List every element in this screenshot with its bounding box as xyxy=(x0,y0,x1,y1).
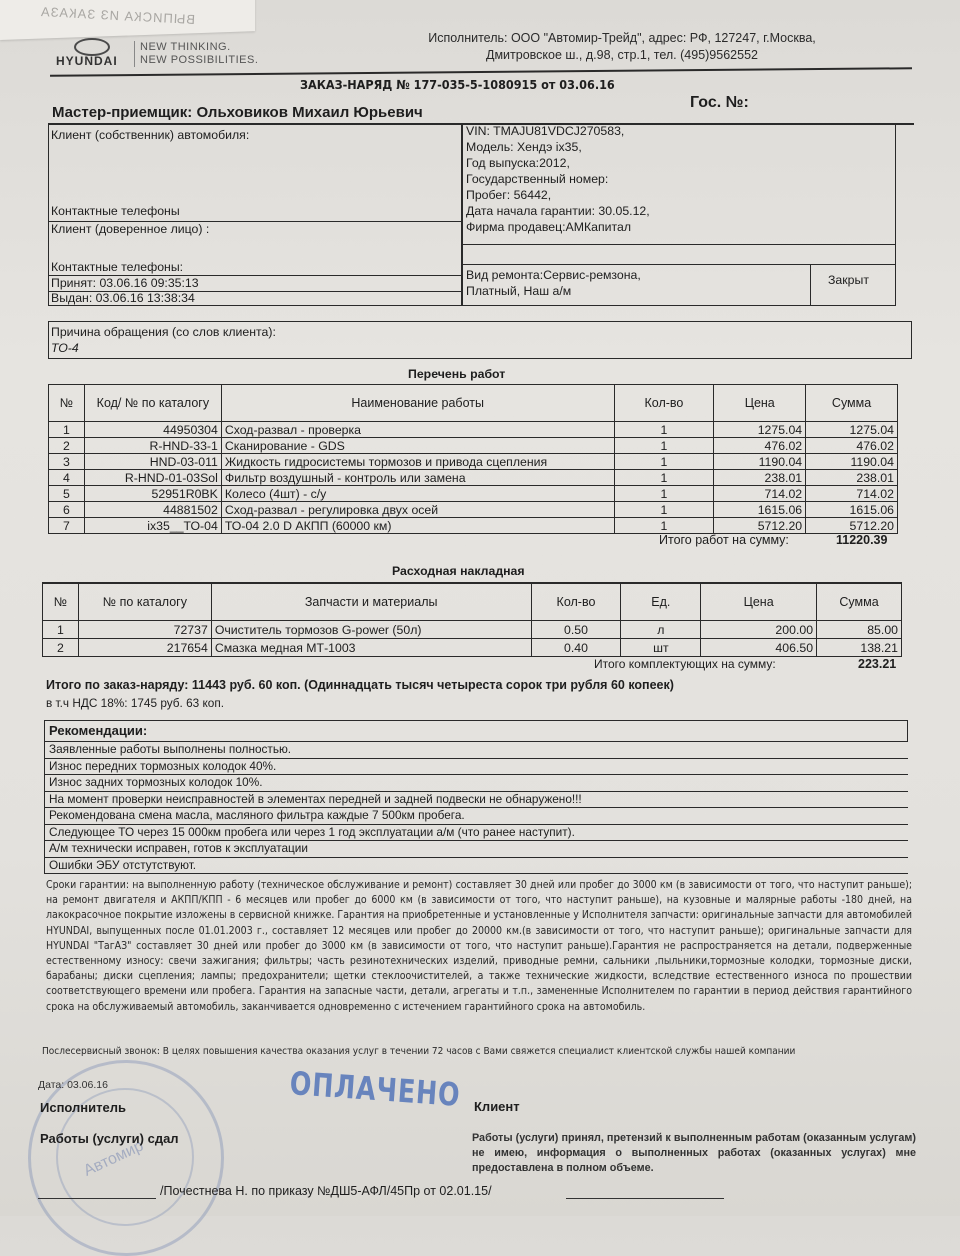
works-row xyxy=(49,486,898,502)
row-price: 714.02 xyxy=(714,486,806,502)
col-code: Код/ № по каталогу xyxy=(84,385,221,422)
row-work-name: ТО-04 2.0 D АКПП (60000 км) xyxy=(221,518,614,534)
row-number: 2 xyxy=(49,438,85,454)
issued-time: Выдан: 03.06.16 13:38:34 xyxy=(51,291,195,305)
col-sum: Сумма xyxy=(817,584,902,621)
recommendation-item: Ошибки ЭБУ отстутствуют. xyxy=(45,858,908,875)
row-price: 1275.04 xyxy=(714,422,806,438)
executor-label: Исполнитель xyxy=(40,1100,126,1115)
warranty-start: Дата начала гарантии: 30.05.12, xyxy=(466,204,650,218)
paid-stamp: ОПЛАЧЕНО xyxy=(288,1064,462,1114)
works-row xyxy=(49,502,898,518)
row-sum: 714.02 xyxy=(806,486,898,502)
service-advisor: Мастер-приемщик: Ольховиков Михаил Юрьевич xyxy=(52,104,423,121)
row-work-name: Фильтр воздушный - контроль или замена xyxy=(221,470,614,486)
mileage: Пробег: 56442, xyxy=(466,188,552,202)
row-code: 44881502 xyxy=(84,502,221,518)
proxy-phones-label: Контактные телефоны: xyxy=(51,260,184,274)
header-rule xyxy=(50,67,912,76)
recommendation-item: Следующее ТО через 15 000км пробега или через 1 год эксплуатации а/м (что ранее наступит). xyxy=(45,825,908,842)
row-sum: 476.02 xyxy=(806,438,898,454)
grand-total: Итого по заказ-наряду: 11443 руб. 60 коп. (Одиннадцать тысяч четыреста сорок три рубля 60 копеек) xyxy=(46,678,674,692)
parts-table xyxy=(42,583,902,657)
client-block xyxy=(48,124,462,306)
works-table xyxy=(48,384,898,534)
row-qty: 1 xyxy=(614,470,714,486)
row-code: R-HND-33-1 xyxy=(84,438,221,454)
row-price: 1615.06 xyxy=(714,502,806,518)
client-signature-line xyxy=(566,1198,724,1199)
handed-over-label: Работы (услуги) сдал xyxy=(40,1131,179,1146)
recommendation-item: Рекомендована смена масла, масляного фильтра каждые 7 500км пробега. xyxy=(45,808,908,825)
row-number: 4 xyxy=(49,470,85,486)
col-number: № xyxy=(49,385,85,422)
parts-total-value: 223.21 xyxy=(858,657,897,671)
row-number: 2 xyxy=(43,639,79,657)
row-price: 200.00 xyxy=(701,621,817,639)
row-sum: 138.21 xyxy=(817,639,902,657)
bleed-through-text: ВЫПИСКА ИЗ ЗАКАЗА xyxy=(39,3,196,28)
col-price: Цена xyxy=(714,385,806,422)
recommendation-item: А/м технически исправен, готов к эксплуатации xyxy=(45,841,908,858)
plate-label: Гос. №: xyxy=(690,94,749,111)
row-qty: 1 xyxy=(614,422,714,438)
proxy-label: Клиент (доверенное лицо) : xyxy=(51,222,210,236)
row-code: R-HND-01-03Sol xyxy=(84,470,221,486)
executor-line-2: Дмитровское ш., д.98, стр.1, тел. (495)9562552 xyxy=(486,48,758,62)
executor-signature-line xyxy=(38,1198,156,1199)
col-part-name: Запчасти и материалы xyxy=(211,584,531,621)
row-number: 1 xyxy=(49,422,85,438)
works-total-value: 11220.39 xyxy=(836,533,888,547)
row-work-name: Сход-развал - проверка xyxy=(221,422,614,438)
parts-row xyxy=(43,639,902,657)
logo-tagline-2: NEW POSSIBILITIES. xyxy=(140,54,259,66)
owner-phones-label: Контактные телефоны xyxy=(51,204,180,218)
row-qty: 0.50 xyxy=(531,621,621,639)
row-unit: л xyxy=(621,621,701,639)
works-row xyxy=(49,454,898,470)
row-price: 5712.20 xyxy=(714,518,806,534)
year: Год выпуска:2012, xyxy=(466,156,570,170)
row-work-name: Сход-развал - регулировка двух осей xyxy=(221,502,614,518)
signer-name: /Почестнева Н. по приказу №ДШ5-АФЛ/45Пр от 02.01.15/ xyxy=(160,1184,492,1198)
parts-row xyxy=(43,621,902,639)
works-header-row xyxy=(49,385,898,422)
row-sum: 5712.20 xyxy=(806,518,898,534)
hyundai-logo xyxy=(56,38,296,68)
recommendations-title: Рекомендации: xyxy=(44,720,908,742)
col-number: № xyxy=(43,584,79,621)
row-code: ix35__ТО-04 xyxy=(84,518,221,534)
order-title: ЗАКАЗ-НАРЯД № 177-035-5-1080915 от 03.06.16 xyxy=(300,77,615,92)
client-acceptance-note: Работы (услуги) принял, претензий к выполненным работам (оказанным услугам) не имею, информация о выполненных работах (оказанных услугах) мне предоставлена в полном объеме. xyxy=(472,1132,916,1174)
col-work-name: Наименование работы xyxy=(221,385,614,422)
signature-date: Дата: 03.06.16 xyxy=(38,1079,108,1091)
seal-text: Автомир xyxy=(81,1137,147,1180)
col-price: Цена xyxy=(701,584,817,621)
col-unit: Ед. xyxy=(621,584,701,621)
reason-block xyxy=(48,321,912,359)
divider xyxy=(463,244,895,245)
row-number: 1 xyxy=(43,621,79,639)
repair-type-line-2: Платный, Наш а/м xyxy=(466,284,572,298)
works-total-label: Итого работ на сумму: xyxy=(659,533,789,547)
row-part-name: Смазка медная МТ-1003 xyxy=(211,639,531,657)
row-part-name: Очиститель тормозов G-power (50л) xyxy=(211,621,531,639)
reason-value: ТО-4 xyxy=(51,341,79,355)
works-row xyxy=(49,470,898,486)
accepted-time: Принят: 03.06.16 09:35:13 xyxy=(51,276,199,290)
logo-divider xyxy=(134,41,135,67)
row-sum: 238.01 xyxy=(806,470,898,486)
row-number: 5 xyxy=(49,486,85,502)
row-qty: 0.40 xyxy=(531,639,621,657)
works-row xyxy=(49,438,898,454)
model: Модель: Хендэ ix35, xyxy=(466,140,582,154)
order-status: Закрыт xyxy=(828,273,869,287)
logo-brand: HYUNDAI xyxy=(56,54,118,68)
works-title: Перечень работ xyxy=(408,367,506,381)
after-service-call-note: Послесервисный звонок: В целях повышения качества оказания услуг в течении 72 часов с Вами свяжется специалист клиентской службы нашей компании xyxy=(42,1046,796,1057)
row-price: 1190.04 xyxy=(714,454,806,470)
row-work-name: Колесо (4шт) - с/у xyxy=(221,486,614,502)
row-number: 3 xyxy=(49,454,85,470)
vin: VIN: TMAJU81VDCJ270583, xyxy=(466,124,625,138)
col-sum: Сумма xyxy=(806,385,898,422)
logo-tagline-1: NEW THINKING. xyxy=(140,41,231,53)
warranty-terms: Сроки гарантии: на выполненную работу (техническое обслуживание и ремонт) составляет 30 дней или пробег до 3000 км (в зависимости от того, что наступит раньше); на ремонт двигателя и АКПП/КПП - 6 месяцев или пробег до 6000 км (в зависимости от того, что наступит раньше), на кузовные и малярные работы -180 дней, на лакокрасочное покрытие изложены в сервисной книжке. Гарантия на приобретенные и установленные у Исполнителя запчасти: оригинальные запчасти для автомобилей HYUNDAI, выпущенных после 01.01.2003 г., составляет 12 месяцев или пробег до 20000 км.(в зависимости от того, что наступит раньше); оригинальные запчасти для HYUNDAI "ТагАЗ" составляет 30 дней или пробег до 3000 км (в зависимости от того, что наступит раньше).Гарантия не распространяется на детали, подверженные естественному износу: свечи зажигания; фильтры; часть резинотехнических изделий, приводные ремни, сальники ,пыльники,тормозные колодки, тормозные диски, барабаны; диски сцепления; лампы; предохранители; щетки стеклоочистителей, а также технические жидкости, вследствие естественного износа по прошествии соответствующего времени или пробега. Гарантия на запасные части, детали, агрегаты и т.п., замененные Исполнителем по гарантии в период действия гарантийного срока на обслуживаемый автомобиль, заканчивается одновременно с истечением гарантийного срока на автомобиль. xyxy=(46,879,912,1013)
row-qty: 1 xyxy=(614,438,714,454)
row-work-name: Жидкость гидросистемы тормозов и привода сцепления xyxy=(221,454,614,470)
plate-number: Государственный номер: xyxy=(466,172,609,186)
row-number: 6 xyxy=(49,502,85,518)
row-price: 238.01 xyxy=(714,470,806,486)
row-sum: 85.00 xyxy=(817,621,902,639)
works-row xyxy=(49,518,898,534)
row-code: 52951R0BK xyxy=(84,486,221,502)
row-qty: 1 xyxy=(614,454,714,470)
row-catalog: 72737 xyxy=(78,621,211,639)
col-qty: Кол-во xyxy=(614,385,714,422)
recommendation-item: На момент проверки неисправностей в элементах передней и задней подвески не обнаружено!!! xyxy=(45,792,908,809)
seller: Фирма продавец:АМКапитал xyxy=(466,220,632,234)
recommendations-block xyxy=(44,720,908,874)
row-number: 7 xyxy=(49,518,85,534)
works-row xyxy=(49,422,898,438)
parts-title: Расходная накладная xyxy=(392,564,525,578)
row-price: 476.02 xyxy=(714,438,806,454)
repair-type-line-1: Вид ремонта:Сервис-ремзона, xyxy=(466,268,641,282)
row-qty: 1 xyxy=(614,486,714,502)
vehicle-block xyxy=(462,124,896,306)
row-code: HND-03-011 xyxy=(84,454,221,470)
row-sum: 1190.04 xyxy=(806,454,898,470)
owner-label: Клиент (собственник) автомобиля: xyxy=(51,128,250,142)
divider xyxy=(810,264,811,305)
row-code: 44950304 xyxy=(84,422,221,438)
executor-line-1: Исполнитель: ООО "Автомир-Трейд", адрес: РФ, 127247, г.Москва, xyxy=(428,31,816,45)
recommendations-list xyxy=(44,742,908,874)
parts-header-row xyxy=(43,584,902,621)
parts-total-label: Итого комплектующих на сумму: xyxy=(594,657,776,671)
reason-label: Причина обращения (со слов клиента): xyxy=(51,325,276,339)
recommendation-item: Износ задних тормозных колодок 10%. xyxy=(45,775,908,792)
row-qty: 1 xyxy=(614,518,714,534)
divider xyxy=(463,264,895,265)
client-label: Клиент xyxy=(474,1099,520,1114)
vat-amount: в т.ч НДС 18%: 1745 руб. 63 коп. xyxy=(46,696,225,710)
recommendation-item: Износ передних тормозных колодок 40%. xyxy=(45,759,908,776)
row-qty: 1 xyxy=(614,502,714,518)
row-sum: 1615.06 xyxy=(806,502,898,518)
col-catalog: № по каталогу xyxy=(78,584,211,621)
row-sum: 1275.04 xyxy=(806,422,898,438)
recommendation-item: Заявленные работы выполнены полностью. xyxy=(45,742,908,759)
row-unit: шт xyxy=(621,639,701,657)
row-work-name: Сканирование - GDS xyxy=(221,438,614,454)
row-catalog: 217654 xyxy=(78,639,211,657)
col-qty: Кол-во xyxy=(531,584,621,621)
executor-info xyxy=(412,30,832,64)
row-price: 406.50 xyxy=(701,639,817,657)
